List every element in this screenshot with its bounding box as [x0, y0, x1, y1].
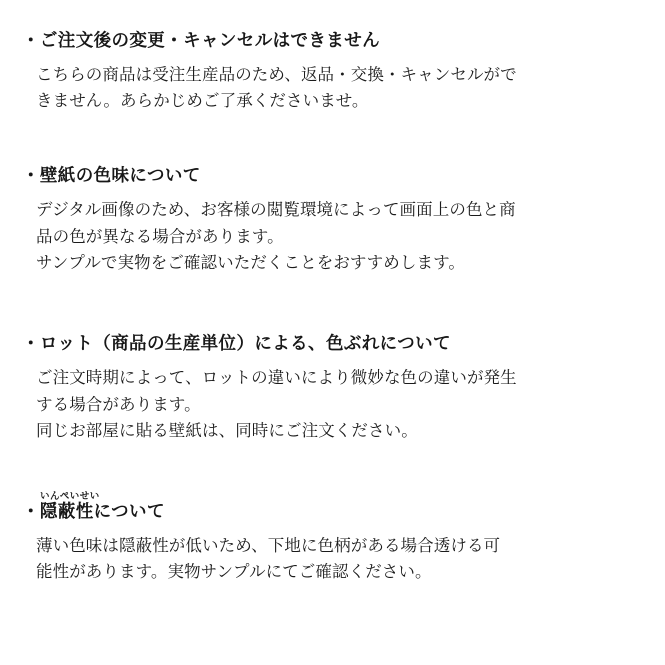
- body-line: 同じお部屋に貼る壁紙は、同時にご注文ください。: [36, 421, 418, 441]
- body-line: 能性があります。実物サンプルにてご確認ください。: [36, 562, 432, 582]
- body-line: ご注文時期によって、ロットの違いにより微妙な色の違いが発生: [36, 367, 517, 387]
- section-heading-text: 隠蔽性について: [39, 502, 165, 522]
- section-body: [22, 197, 639, 277]
- bullet-marker: ・: [22, 166, 40, 187]
- section-heading-text: 壁紙の色味について: [39, 166, 201, 187]
- section-body: [22, 62, 639, 115]
- body-line: 品の色が異なる場合があります。: [36, 226, 284, 246]
- section-body: [22, 533, 639, 586]
- section-heading: [22, 333, 639, 356]
- section-heading-text: ご注文後の変更・キャンセルはできません: [39, 31, 381, 51]
- notice-section-order-change: [22, 30, 639, 115]
- body-line: 薄い色味は隠蔽性が低いため、下地に色柄がある場合透ける可: [36, 535, 501, 555]
- section-heading-wrap: [22, 165, 639, 188]
- body-line: デジタル画像のため、お客様の閲覧環境によって画面上の色と商: [36, 199, 516, 219]
- section-heading: [22, 30, 639, 53]
- ruby-annotation: いんぺいせい: [40, 491, 100, 502]
- body-line: きません。あらかじめご了承くださいませ。: [36, 91, 369, 111]
- body-line: する場合があります。: [36, 394, 201, 414]
- bullet-marker: ・: [22, 31, 40, 51]
- section-heading: [22, 501, 639, 524]
- notice-section-opacity: [22, 491, 639, 586]
- notice-section-color-tone: [22, 165, 639, 277]
- section-heading-wrap: [22, 30, 639, 53]
- section-heading: [22, 165, 639, 188]
- section-heading-text: ロット（商品の生産単位）による、色ぶれについて: [39, 334, 451, 355]
- bullet-marker: ・: [22, 334, 40, 355]
- notice-section-lot-variation: [22, 333, 639, 445]
- section-body: [22, 365, 639, 445]
- section-heading-wrap: [22, 333, 639, 356]
- section-spacer: [22, 471, 639, 501]
- section-spacer: [22, 141, 639, 165]
- section-spacer: [22, 303, 639, 333]
- section-heading-wrap: [22, 491, 639, 524]
- bullet-marker: ・: [22, 502, 40, 522]
- body-line: こちらの商品は受注生産品のため、返品・交換・キャンセルがで: [36, 64, 517, 84]
- body-line: サンプルで実物をご確認いただくことをおすすめします。: [36, 253, 465, 273]
